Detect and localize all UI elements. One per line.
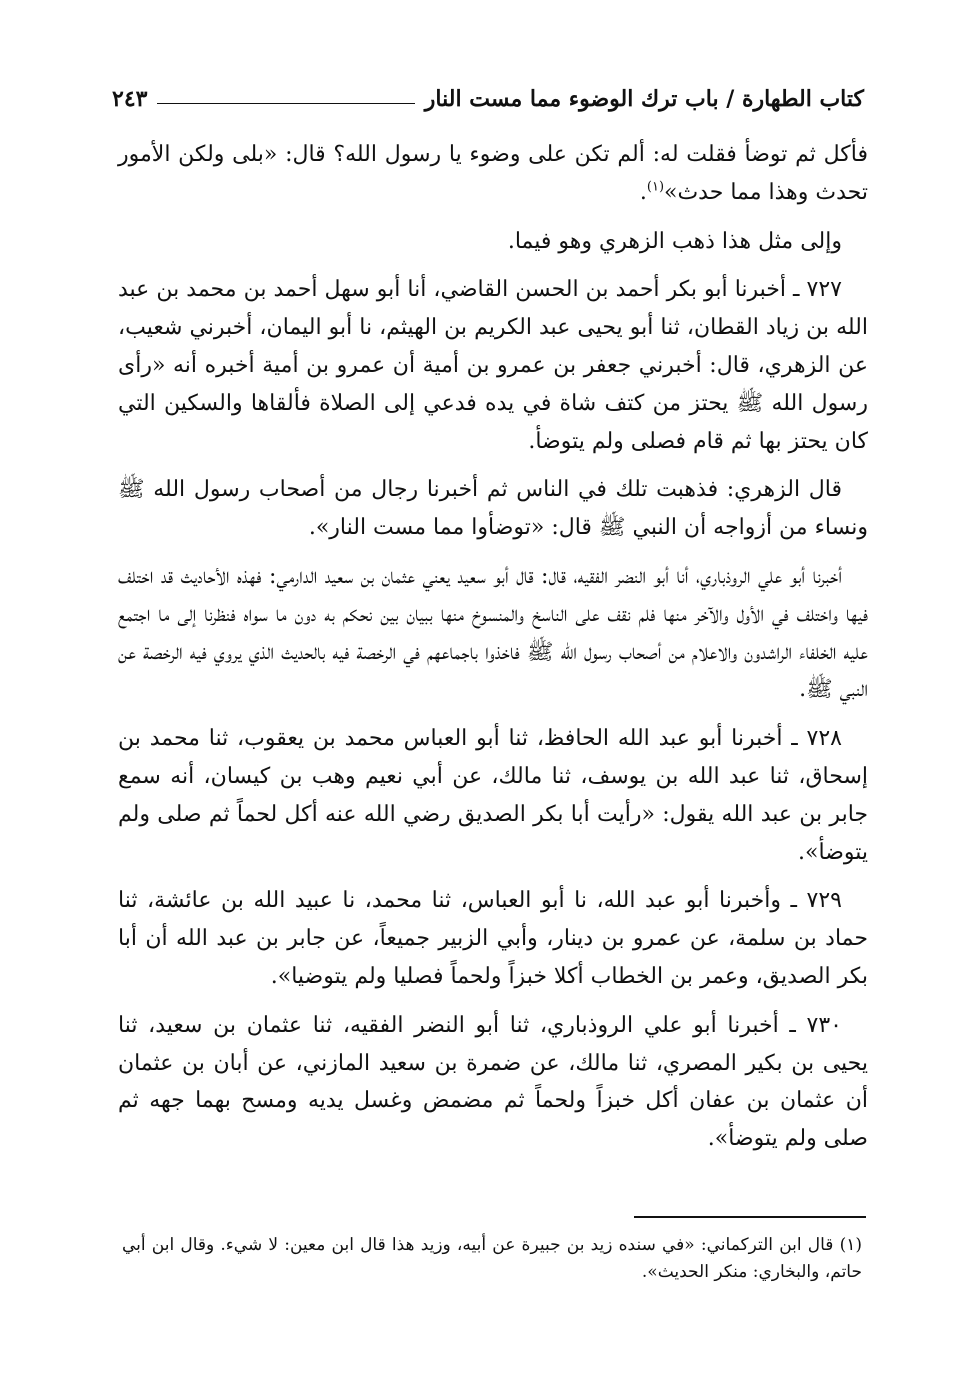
hadith-728: ٧٢٨ ـ أخبرنا أبو عبد الله الحافظ، ثنا أبو العباس محمد بن يعقوب، ثنا محمد بن إسحاق، ثنا عبد الله بن يوسف، ثنا مالك، عن أبي نعيم وهب بن كيسان، أنه سمع جابر بن عبد الله يقول: «رأيت أبا بكر الصديق رضي الله عنه أكل لحماً ثم صلى ولم يتوضأ». bbox=[118, 726, 868, 865]
running-header bbox=[112, 78, 864, 112]
page-number: ٢٤٣ bbox=[112, 86, 148, 112]
footnote-marker: (١) bbox=[646, 179, 665, 195]
hadith-727: ٧٢٧ ـ أخبرنا أبو بكر أحمد بن الحسن القاضي، أنا أبو سهل أحمد بن محمد بن عبد الله بن زياد القطان، ثنا أبو يحيى عبد الكريم بن الهيثم، نا أبو اليمان، أخبرني شعيب، عن الزهري، قال: أخبرني جعفر بن عمرو بن أمية أن عمرو بن أمية أخبره أنه «رأى رسول الله ﷺ يحتز من كتف شاة في يده فدعي إلى الصلاة فألقاها والسكين التي كان يحتز بها ثم قام فصلى ولم يتوضأ. bbox=[118, 277, 868, 454]
paragraph-darimi: أخبرنا أبو علي الروذباري، أنا أبو النضر الفقيه، قال: قال أبو سعيد يعني عثمان بن سعيد الدارمي: فهذه الأحاديث قد اختلف فيها واختلف في الأول والآخر منها فلم نقف على الناسخ والمنسوخ منها ببيان بين نحكم به دون ما سواه فنظرنا إلى ما اجتمع عليه الخلفاء الراشدون والاعلام من أصحاب رسول الله ﷺ فاخذوا باجماعهم في الرخصة فيه بالحديث الذي يروي فيه الرخصة عن النبي ﷺ. bbox=[118, 563, 868, 703]
header-rule bbox=[157, 103, 414, 104]
main-text bbox=[118, 136, 868, 1169]
paragraph-1: فأكل ثم توضأ فقلت له: ألم تكن على وضوء يا رسول الله؟ قال: «بلى ولكن الأمور تحدث وهذا مما حدث»$^{(١)}$. bbox=[118, 142, 868, 205]
header-title: كتاب الطهارة / باب ترك الوضوء مما مست النار bbox=[424, 86, 864, 112]
hadith-730: ٧٣٠ ـ أخبرنا أبو علي الروذباري، ثنا أبو النضر الفقيه، ثنا عثمان بن سعيد، ثنا يحيى بن بكير المصري، ثنا مالك، عن ضمرة بن سعيد المازني، عن أبان بن عثمان أن عثمان بن عفان أكل خبزاً ولحماً ثم مضمض وغسل يديه ومسح بهما جهه ثم صلى ولم يتوضأ». bbox=[118, 1012, 868, 1152]
hadith-729: ٧٢٩ ـ وأخبرنا أبو عبد الله، نا أبو العباس، ثنا محمد، نا عبيد الله بن عائشة، ثنا حماد بن سلمة، عن عمرو بن دينار، وأبي الزبير جميعاً، عن جابر بن عبد الله أن أبا بكر الصديق، وعمر بن الخطاب أكلا خبزاً ولحماً فصليا ولم يتوضيا». bbox=[118, 888, 868, 989]
footnote: (١) قال ابن التركماني: «في سنده زيد بن جبيرة عن أبيه، وزيد هذا قال ابن معين: لا شيء. وقال ابن أبي حاتم، والبخاري: منكر الحديث». bbox=[122, 1235, 862, 1282]
paragraph-zuhri: قال الزهري: فذهبت تلك في الناس ثم أخبرنا رجال من أصحاب رسول الله ﷺ ونساء من أزواجه أن النبي ﷺ قال: «توضأوا مما مست النار». bbox=[118, 477, 868, 541]
paragraph-2: وإلى مثل هذا ذهب الزهري وهو فيما. bbox=[507, 228, 842, 254]
footnote-separator bbox=[634, 1216, 866, 1218]
